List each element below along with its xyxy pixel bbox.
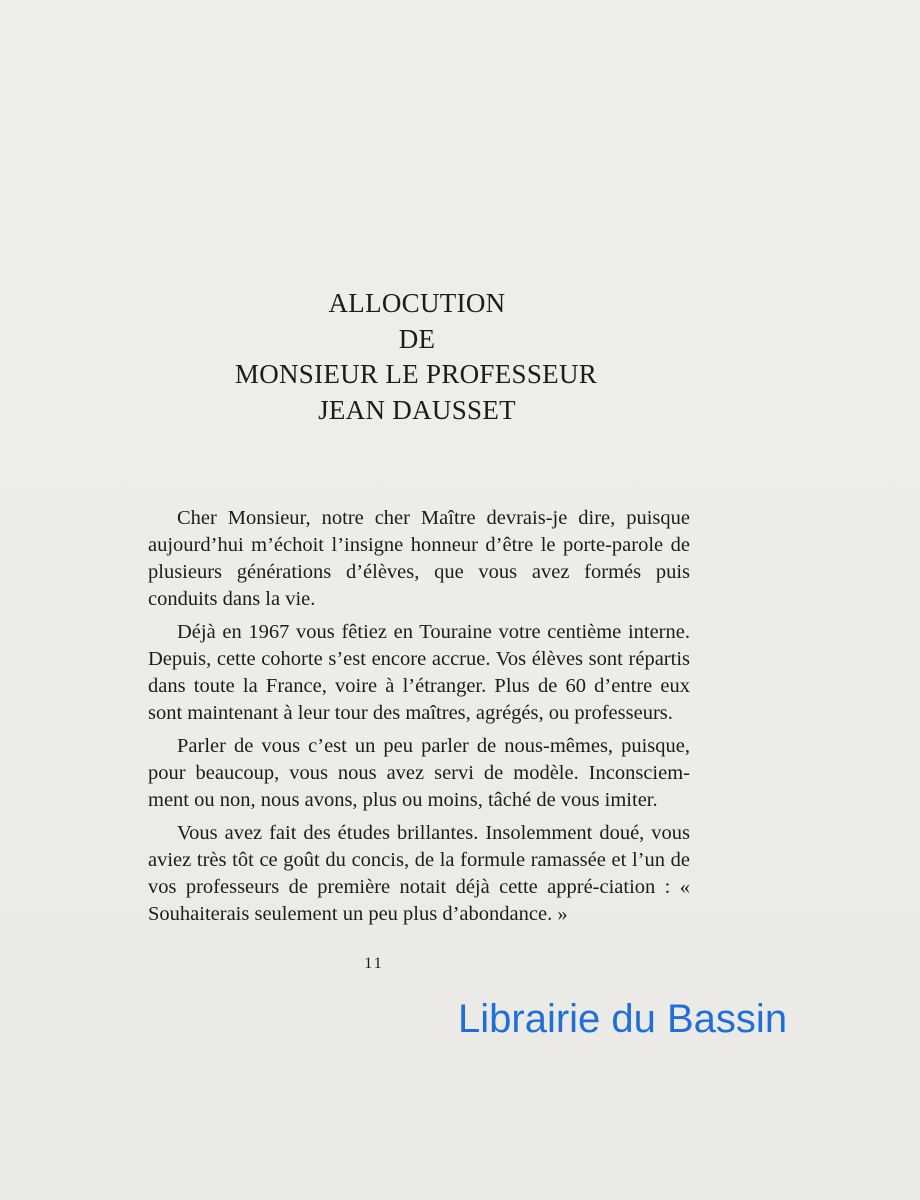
watermark-text: Librairie du Bassin: [458, 997, 788, 1041]
title-line-4: JEAN DAUSSET: [318, 394, 516, 425]
body-text: [148, 505, 690, 934]
paragraph-2: Déjà en 1967 vous fêtiez en Touraine votre centième interne. Depuis, cette cohorte s’est encore accrue. Vos élèves sont répartis dans toute la France, voire à l’étranger. Plus de 60 d’entre eux sont maintenant à leur tour des maîtres, agrégés, ou professeurs.: [148, 621, 690, 724]
page-number: 11: [364, 955, 384, 972]
paragraph-4: Vous avez fait des études brillantes. Insolemment doué, vous aviez très tôt ce goût du concis, de la formule ramassée et l’un de vos professeurs de première notait déjà cette appré-ciation : « Souhaiterais seulement un peu plus d’abondance. »: [148, 822, 690, 925]
title-line-1: ALLOCUTION: [328, 288, 506, 318]
title-line-2: DE: [398, 323, 436, 354]
title-line-3: MONSIEUR LE PROFESSEUR: [234, 359, 598, 389]
paragraph-1: Cher Monsieur, notre cher Maître devrais-je dire, puisque aujourd’hui m’échoit l’insigne honneur d’être le porte-parole de plusieurs générations d’élèves, que vous avez formés puis conduits dans la vie.: [148, 507, 690, 610]
paragraph-3: Parler de vous c’est un peu parler de nous-mêmes, puisque, pour beaucoup, vous nous avez servi de modèle. Inconsciem-ment ou non, nous avons, plus ou moins, tâché de vous imiter.: [148, 735, 690, 811]
chapter-title: [0, 286, 920, 428]
